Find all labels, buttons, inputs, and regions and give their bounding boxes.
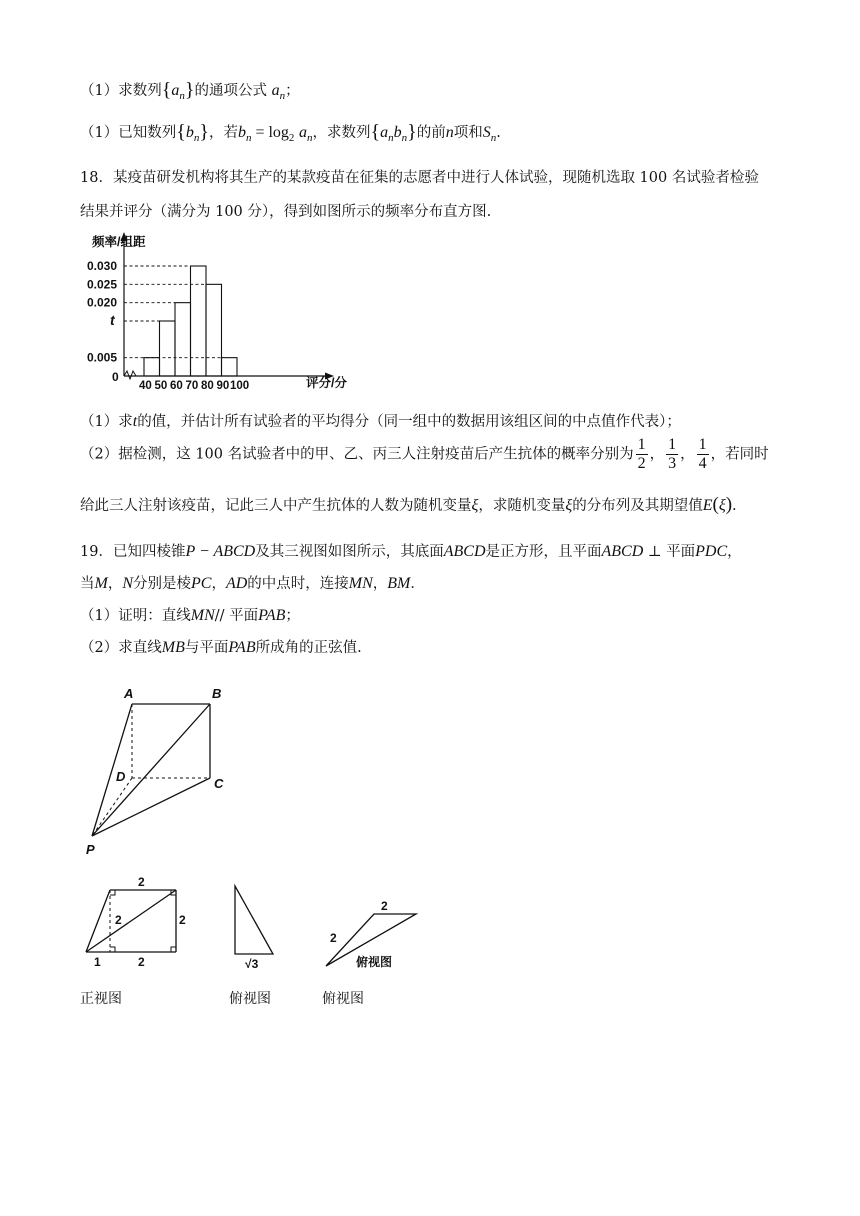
y-tick-label: 0.005 <box>87 350 118 365</box>
x-tick-label: 40 <box>139 380 152 392</box>
front-left-edge <box>86 890 110 952</box>
histogram-guide-lines <box>124 266 222 358</box>
right-angle-mark <box>110 890 115 895</box>
label-A: A <box>124 686 134 701</box>
fraction-1-3: $\frac{1}{3}$ <box>668 436 677 472</box>
histogram-ylabel: 频率/组距 <box>92 235 146 249</box>
fraction-1-2: $\frac{1}{2}$ <box>637 436 646 472</box>
q19-line1: 19．已知四棱锥P − ABCD及其三视图如图所示，其底面ABCD是正方形，且平面ABCD ⊥ 平面PDC， <box>80 543 742 560</box>
histogram-xlabel: 评分/分 <box>306 376 347 390</box>
histogram-y-ticks <box>87 259 119 384</box>
y-tick-label: 0 <box>112 370 119 384</box>
right-angle-mark <box>110 947 115 952</box>
x-tick-label: 60 <box>170 380 183 392</box>
q18-line2: 结果并评分（满分为 100 分），得到如图所示的频率分布直方图. <box>80 204 492 220</box>
x-tick-label: 80 <box>201 380 214 392</box>
q17-part1: （1）求数列$\{a_n\}$的通项公式 $a_n$； <box>80 79 300 102</box>
histogram-x-ticks <box>139 380 249 392</box>
q19-line2: 当M，N分别是棱PC，AD的中点时，连接MN，BM． <box>80 575 425 592</box>
edge-CP <box>92 778 210 836</box>
caption-side-view: 俯视图 <box>229 991 271 1007</box>
frequency-histogram <box>80 228 380 394</box>
histogram-bar <box>160 321 176 376</box>
y-tick-label: 0.020 <box>87 295 118 310</box>
label-C: C <box>214 776 224 791</box>
front-label-bottom-right: 2 <box>138 955 145 969</box>
axis-break <box>124 371 136 379</box>
q19-part2: （2）求直线MB与平面PAB所成角的正弦值. <box>80 639 362 656</box>
y-tick-label: t <box>110 312 115 328</box>
q17-part2: （1）已知数列$\{b_n\}$，若$b_n = \log_2 a_n$，求数列$\{a_nb_n\}$的前n项和$S_n$. <box>80 121 501 144</box>
side-triangle <box>235 886 273 954</box>
side-view-figure <box>225 880 285 972</box>
fraction-1-4: $\frac{1}{4}$ <box>698 436 707 472</box>
x-tick-label: 100 <box>230 380 250 392</box>
y-tick-label: 0.030 <box>87 259 118 273</box>
x-tick-label: 90 <box>216 380 230 392</box>
edge-DP <box>92 778 132 836</box>
q18-part3: 给此三人注射该疫苗，记此三人中产生抗体的人数为随机变量ξ，求随机变量ξ的分布列及其期望值E(ξ). <box>80 494 737 515</box>
top-label-left: 2 <box>330 931 337 945</box>
top-label-top: 2 <box>381 899 388 913</box>
front-label-top: 2 <box>138 875 145 889</box>
q18-line1: 18．某疫苗研发机构将其生产的某款疫苗在征集的志愿者中进行人体试验，现随机选取 100 名试验者检验 <box>80 170 759 186</box>
side-label-bottom: √3 <box>245 957 259 971</box>
front-label-mid: 2 <box>115 913 122 927</box>
x-tick-label: 50 <box>154 380 168 392</box>
caption-front-view: 正视图 <box>80 991 122 1007</box>
edge-BP <box>92 704 210 836</box>
q18-part1: （1）求t的值，并估计所有试验者的平均得分（同一组中的数据用该组区间的中点值作代表）； <box>80 413 681 430</box>
caption-top-view: 俯视图 <box>322 991 364 1007</box>
histogram-bar <box>191 266 207 376</box>
front-label-right: 2 <box>179 913 186 927</box>
front-view-figure <box>80 874 190 970</box>
label-B: B <box>212 686 222 701</box>
label-D: D <box>116 769 126 784</box>
y-tick-label: 0.025 <box>87 277 118 292</box>
right-angle-mark <box>171 947 176 952</box>
front-label-bottom-left: 1 <box>94 955 101 969</box>
histogram-bar <box>222 358 238 376</box>
edge-AP <box>92 704 132 836</box>
pyramid-figure <box>80 684 250 864</box>
q18-part2: （2）据检测，这 100 名试验者中的甲、乙、丙三人注射疫苗后产生抗体的概率分别为 $\frac{1}{2}$ ， $\frac{1}{3}$ ， $\frac{1}{4}$ ，若同时 <box>80 436 769 472</box>
label-P: P <box>86 842 95 857</box>
x-tick-label: 70 <box>185 380 199 392</box>
top-view-inner-label: 俯视图 <box>356 955 393 969</box>
front-diagonal <box>86 890 176 952</box>
q19-part1: （1）证明：直线MN// 平面PAB； <box>80 607 300 624</box>
histogram-bar <box>144 358 160 376</box>
histogram-bar <box>175 303 191 376</box>
top-view-figure <box>320 874 430 972</box>
histogram-bar <box>206 284 222 376</box>
